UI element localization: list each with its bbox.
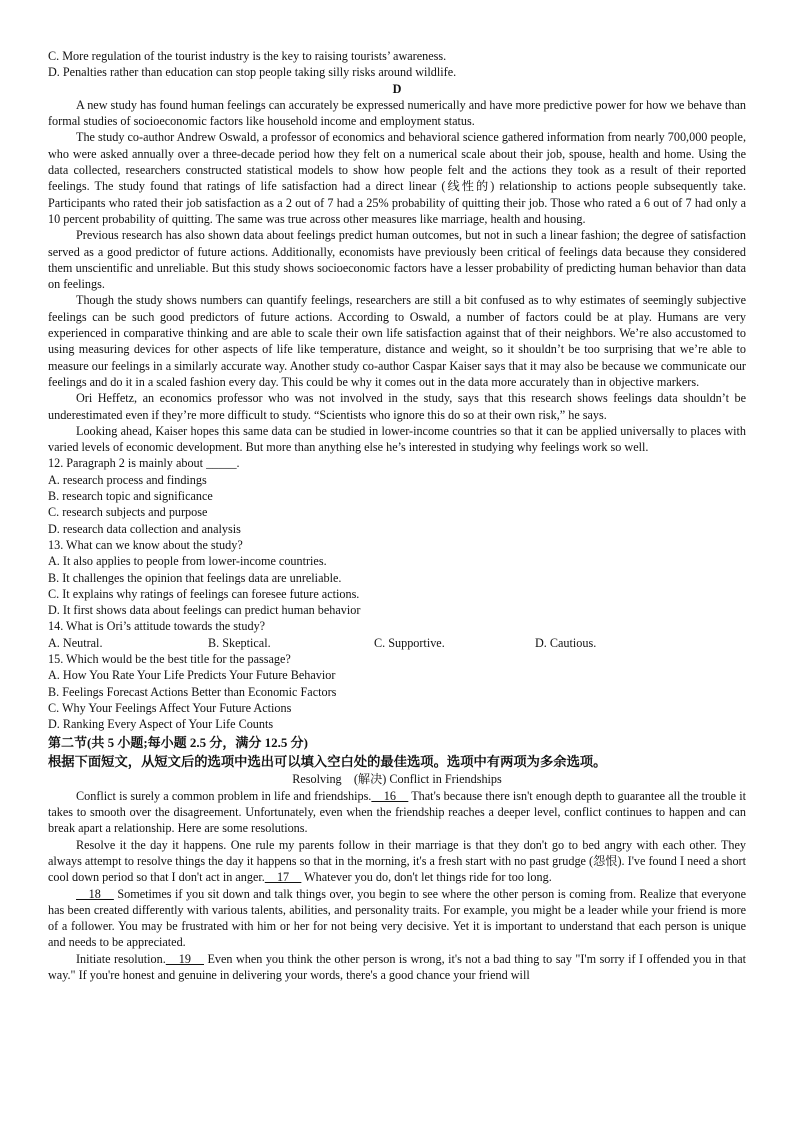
option-line: C. More regulation of the tourist industry is the key to raising tourists’ awareness. bbox=[48, 49, 447, 63]
question-12 bbox=[48, 455, 746, 536]
question-option: B. It challenges the opinion that feelings data are unreliable. bbox=[48, 570, 342, 585]
question-option: C. Supportive. bbox=[374, 635, 445, 650]
paragraph: The study co-author Andrew Oswald, a professor of economics and behavioral science gathered information from nearly 700,000 people, who were asked annually over a three-decade period how they felt on a numerical scale about their job, spouse, health and home. Using the data collected, researchers constructed statistical models to show how people felt and the actions they took as a result of their reported feelings. The study found that ratings of life satisfaction had a direct linear (线性的) relationship to actions people subsequently take. Participants who rated their job satisfaction as a 2 out of 7 had a 25% probability of quitting their job. Those who rated a 6 out of 7 had only a 10 percent probability of quitting. The same was true across other measures like marriage, health and housing. bbox=[48, 130, 746, 226]
paragraph-text: Whatever you do, don't let things ride for too long. bbox=[301, 870, 552, 885]
blank-17: 17 bbox=[264, 870, 302, 885]
paragraph: A new study has found human feelings can accurately be expressed numerically and have more predictive power for how we behave than formal studies of socioeconomic factors like household income and employment status. bbox=[48, 97, 746, 129]
paragraph: Previous research has also shown data about feelings predict human outcomes, but not in such a linear fashion; the degree of satisfaction served as a good predictor of future actions. Additionally, economists have previously been critical of feelings data because they considered them unscientific and unreliable. But this study shows socioeconomic factors have a lesser probability of predicting human behavior than data on feelings. bbox=[48, 228, 746, 292]
question-15 bbox=[48, 651, 746, 732]
question-option: B. Skeptical. bbox=[208, 635, 271, 650]
question-option: D. Cautious. bbox=[535, 635, 597, 650]
question-option: A. It also applies to people from lower-income countries. bbox=[48, 554, 327, 569]
question-option: A. Neutral. bbox=[48, 635, 103, 650]
question-option: D. It first shows data about feelings can predict human behavior bbox=[48, 603, 361, 618]
section-instruction: 根据下面短文，从短文后的选项中选出可以填入空白处的最佳选项。选项中有两项为多余选项。 bbox=[48, 754, 607, 770]
paragraph bbox=[48, 837, 746, 886]
options-row bbox=[48, 635, 746, 651]
question-option: C. research subjects and purpose bbox=[48, 505, 208, 520]
paragraph bbox=[48, 951, 746, 984]
question-option: D. Ranking Every Aspect of Your Life Counts bbox=[48, 717, 274, 732]
paragraph: Ori Heffetz, an economics professor who was not involved in the study, says that this research shows feelings data shouldn’t be underestimated even if they’re more difficult to study. “Scientists who ignore this do so at their own risk,” he says. bbox=[48, 391, 746, 422]
paragraph: Though the study shows numbers can quantify feelings, researchers are still a bit confused as to why estimates of seemingly subjective feelings can be such good predictors of future actions. According to Oswald, a number of factors could be at play. Humans are very experienced in comparative thinking and are able to scale their own life satisfaction against that of their neighbors. We’re also accustomed to using measuring devices for other aspects of life like temperature, distance and weight, so it shouldn’t be too surprising that we’re able to measure our feelings in a similarly accurate way. Another study co-author Caspar Kaiser says that it may also be because we communicate our feelings and do it in a scaled fashion every day. This could be why it comes out in the data more accurately than in objective markers. bbox=[48, 293, 746, 389]
question-option: C. It explains why ratings of feelings can foresee future actions. bbox=[48, 586, 360, 601]
paragraph bbox=[48, 886, 746, 951]
paragraph-text: Even when you think the other person is wrong, it's not a bad thing to say "I'm sorry if I offended you in that way." If you're honest and genuine in delivering your words, there's a good chance your friend will bbox=[48, 951, 747, 983]
question-stem: 14. What is Ori’s attitude towards the study? bbox=[48, 619, 266, 634]
paragraph-text: Initiate resolution. bbox=[76, 951, 166, 966]
exam-page bbox=[48, 48, 746, 983]
blank-16: 16 bbox=[371, 788, 409, 803]
passage-title: Resolving (解决) Conflict in Friendships bbox=[292, 772, 502, 787]
question-stem: 15. Which would be the best title for the passage? bbox=[48, 651, 291, 666]
question-13 bbox=[48, 537, 746, 618]
question-option: C. Why Your Feelings Affect Your Future Actions bbox=[48, 700, 292, 715]
question-option: B. research topic and significance bbox=[48, 489, 213, 504]
passage-label: D bbox=[392, 81, 402, 96]
paragraph: Looking ahead, Kaiser hopes this same data can be studied in lower-income countries so that it can be applied universally to places with varied levels of economic development. But more than anything else he’s interested in studying why feelings work so well. bbox=[48, 423, 746, 455]
paragraph-text: Conflict is surely a common problem in life and friendships. bbox=[76, 788, 372, 803]
question-option: A. How You Rate Your Life Predicts Your Future Behavior bbox=[48, 668, 336, 683]
blank-18: 18 bbox=[76, 886, 114, 901]
question-14 bbox=[48, 618, 746, 651]
question-stem: 13. What can we know about the study? bbox=[48, 537, 243, 552]
paragraph-text: Sometimes if you sit down and talk things over, you begin to see where the other person is coming from. Realize that everyone has been created differently with various talents, abilities, and personality traits. For example, you might be a leader while your friend is more of a follower. You may be frustrated with him or her for not being very decisive. Yet it is important to understand that each person is unique and needs to be appreciated. bbox=[48, 886, 746, 950]
section-title: 第二节(共 5 小题;每小题 2.5 分，满分 12.5 分) bbox=[48, 735, 308, 751]
question-stem: 12. Paragraph 2 is mainly about _____. bbox=[48, 456, 240, 471]
option-line: D. Penalties rather than education can stop people taking silly risks around wildlife. bbox=[48, 65, 457, 80]
question-option: A. research process and findings bbox=[48, 472, 207, 487]
blank-19: 19 bbox=[165, 951, 204, 966]
paragraph-text: Resolve it the day it happens. One rule my parents follow in their marriage is that they don't go to bed angry with each other. They always attempt to resolve things the day it happens so that in the morning, it's a fresh start with no past grudge (怨恨). I've found I need a short cool down period so that I don't act in anger. bbox=[48, 837, 746, 885]
question-option: D. research data collection and analysis bbox=[48, 521, 241, 536]
paragraph bbox=[48, 788, 746, 837]
question-option: B. Feelings Forecast Actions Better than Economic Factors bbox=[48, 684, 337, 699]
paragraph-text: That's because there isn't enough depth to guarantee all the trouble it takes to smooth over the disagreement. Unfortunately, even when the friendship reaches a deeper level, conflict continues to happen and can break apart a relationship. Here are some resolutions. bbox=[48, 788, 746, 836]
